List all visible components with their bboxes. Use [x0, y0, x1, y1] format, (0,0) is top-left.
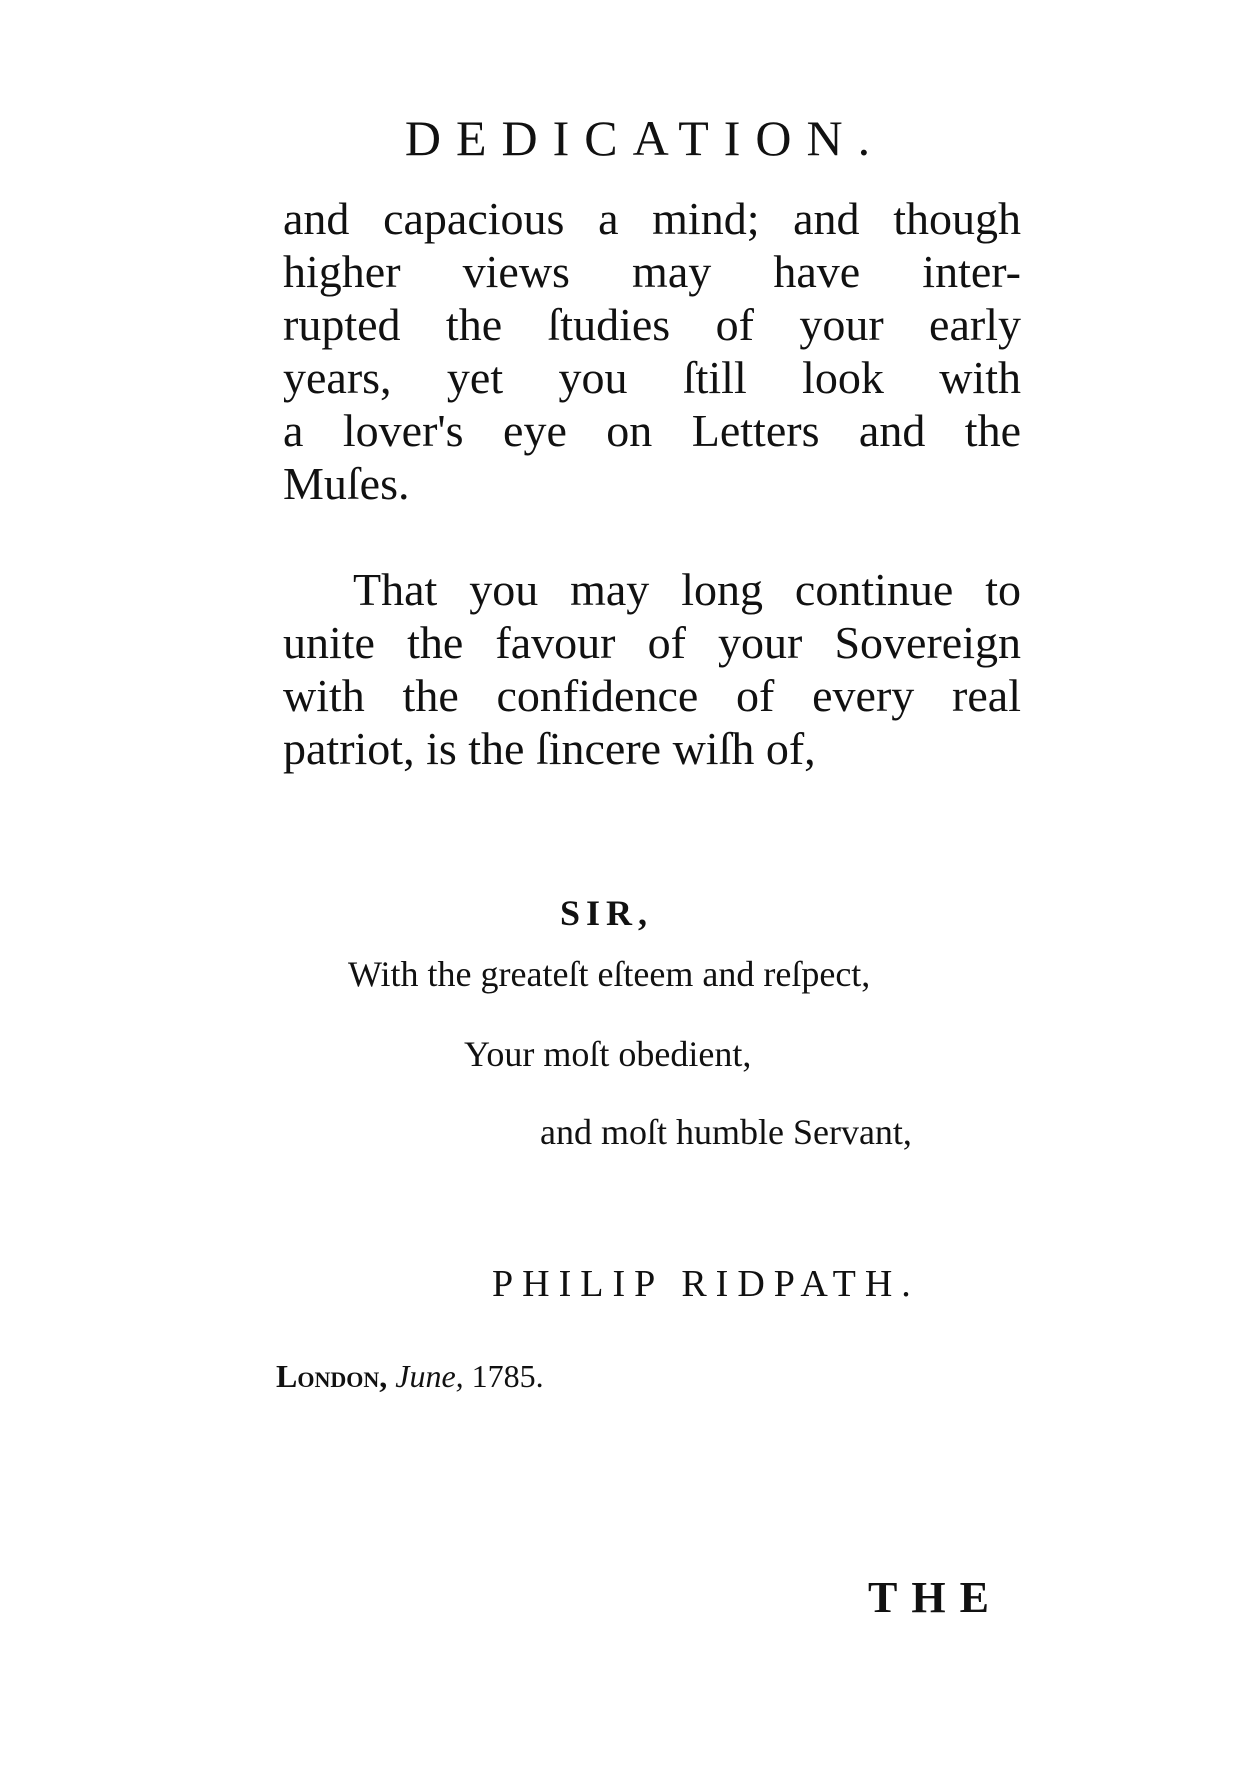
dateline-place: London, [276, 1358, 388, 1394]
paragraph-2 [283, 563, 1021, 775]
text-line: patriot, is the ſincere wiſh of, [283, 723, 816, 774]
text-line: unite the favour of your Sovereign [283, 617, 1021, 668]
salutation: SIR, [560, 893, 654, 933]
dateline [276, 1358, 544, 1395]
closing-line-3: and moſt humble Servant, [540, 1112, 912, 1152]
catchword: THE [868, 1573, 1003, 1622]
text-line: rupted the ſtudies of your early [283, 299, 1021, 350]
dateline-year: 1785. [471, 1358, 544, 1394]
text-line: Muſes. [283, 458, 410, 509]
signature: PHILIP RIDPATH. [492, 1263, 920, 1305]
dateline-month: June, [395, 1358, 464, 1394]
text-line: with the confidence of every real [283, 670, 1021, 721]
text-line: years, yet you ſtill look with [283, 352, 1021, 403]
closing-line-2: Your moſt obedient, [464, 1034, 752, 1074]
text-line: That you may long continue to [353, 564, 1021, 615]
text-line: higher views may have inter- [283, 246, 1021, 297]
closing-line-1: With the greateſt eſteem and reſpect, [348, 954, 871, 994]
text-line: a lover's eye on Letters and the [283, 405, 1021, 456]
text-line: and capacious a mind; and though [283, 193, 1021, 244]
paragraph-1 [283, 192, 1021, 510]
running-head: DEDICATION. [404, 110, 886, 166]
